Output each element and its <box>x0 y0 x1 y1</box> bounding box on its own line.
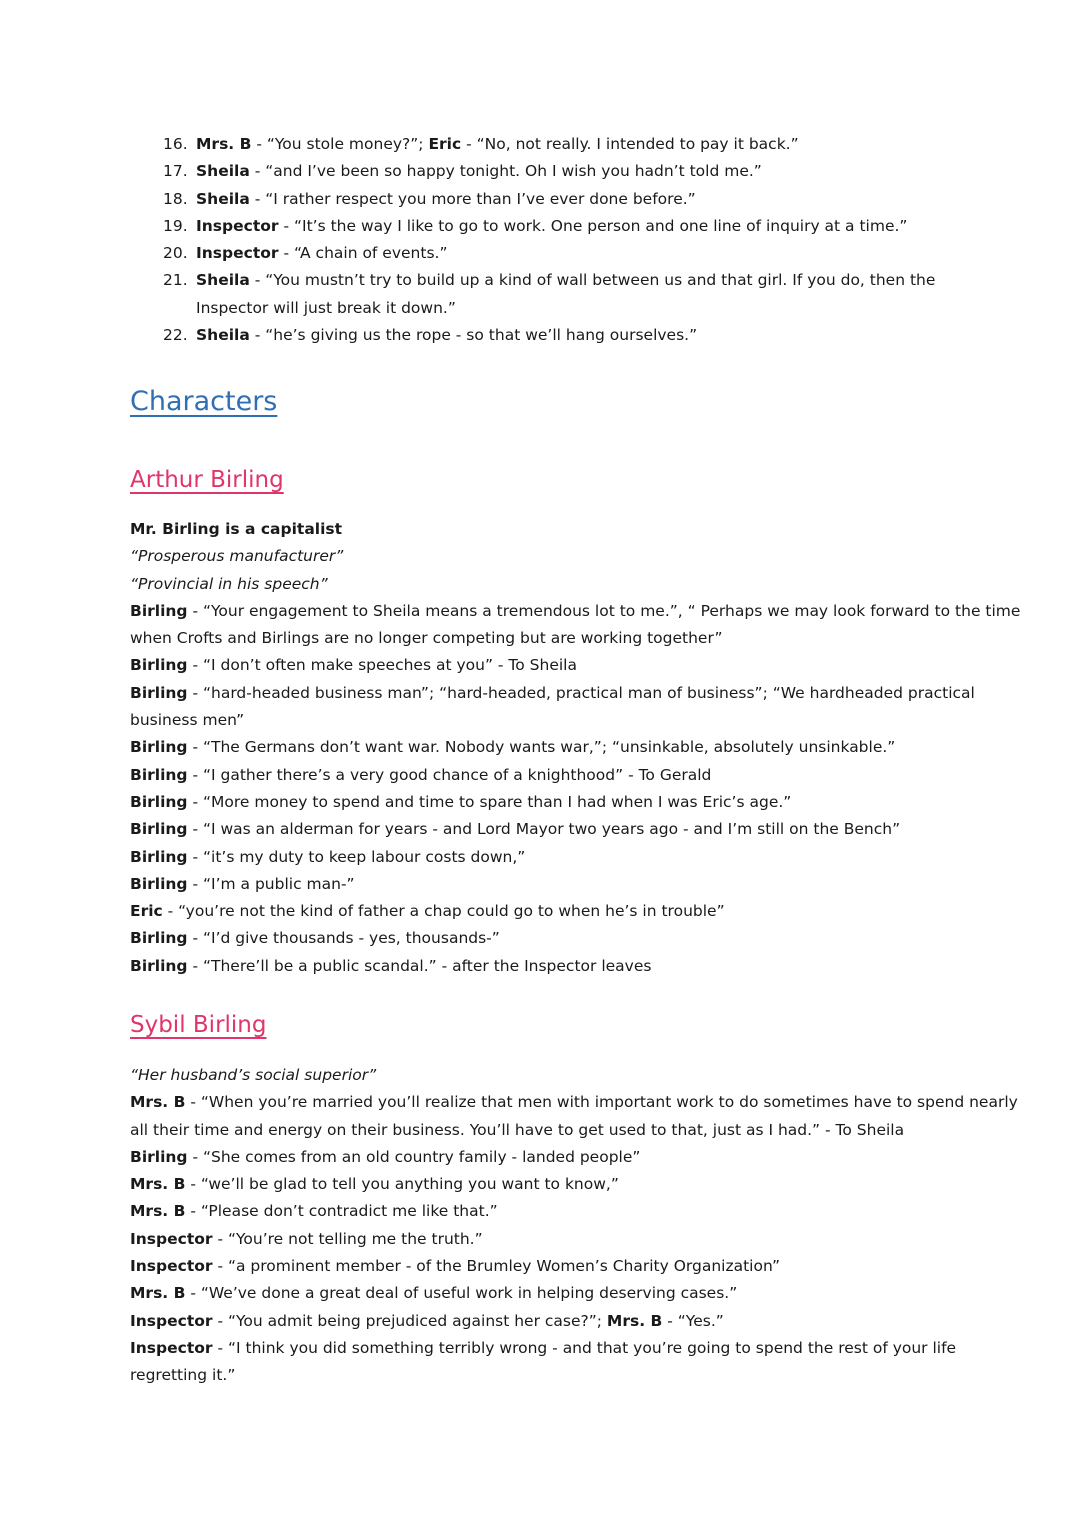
quote-text: - “You stole money?”; <box>251 135 429 153</box>
speaker-name: Mrs. B <box>130 1175 186 1194</box>
character-quote-line <box>130 871 960 898</box>
speaker-name: Inspector <box>130 1311 213 1330</box>
character-quote-line <box>130 762 960 789</box>
character-quote-line <box>130 1280 960 1307</box>
stage-description: “Provincial in his speech” <box>130 574 328 593</box>
characters-heading: Characters <box>130 386 278 417</box>
character-quote-line <box>130 734 960 761</box>
speaker-name: Birling <box>130 765 188 784</box>
quote-text: - “it’s my duty to keep labour costs down,” <box>187 847 526 866</box>
speaker-name: Eric <box>428 135 462 153</box>
speaker-name: Mrs. B <box>196 135 252 153</box>
character-quote-line <box>130 844 960 871</box>
character-quote-line <box>130 1144 960 1171</box>
stage-description: “Her husband’s social superior” <box>130 1066 377 1084</box>
speaker-name: Birling <box>130 874 188 893</box>
speaker-name: Mrs. B <box>606 1311 663 1330</box>
character-quote-line <box>130 1253 960 1280</box>
character-quote-line <box>130 543 960 570</box>
quote-number: 19. <box>163 216 188 235</box>
speaker-name: Sheila <box>196 326 250 345</box>
speaker-name: Inspector <box>196 244 279 263</box>
quote-list <box>163 131 963 349</box>
quote-text: - “She comes from an old country family - landed people” <box>187 1147 641 1166</box>
quote-item <box>163 267 963 322</box>
character-quote-line <box>130 1089 1018 1116</box>
sybil-birling-section <box>130 1062 1018 1390</box>
quote-text: - “Your engagement to Sheila means a tremendous lot to me.”, “ Perhaps we may look forward to the time <box>187 601 1021 620</box>
quote-item <box>163 213 963 240</box>
quote-text: - “I don’t often make speeches at you” - To Sheila <box>187 656 577 675</box>
character-quote-line <box>130 1308 960 1335</box>
quote-item <box>163 186 963 213</box>
speaker-name: Birling <box>130 820 188 839</box>
quote-text: business men” <box>130 711 245 730</box>
arthur-birling-section <box>130 516 1021 980</box>
speaker-name: Eric <box>130 902 163 921</box>
character-quote-line <box>130 789 960 816</box>
quote-text: - “a prominent member - of the Brumley Women’s Charity Organization” <box>212 1257 780 1276</box>
quote-text: - “When you’re married you’ll realize that men with important work to do sometimes have to spend nearly <box>185 1093 1018 1112</box>
character-quote-line <box>130 625 960 652</box>
character-quote-line <box>130 1062 960 1089</box>
character-quote-line <box>130 680 975 707</box>
quote-text: - “No, not really. I intended to pay it back.” <box>461 135 799 153</box>
quote-item <box>163 158 963 185</box>
speaker-name: Mrs. B <box>130 1202 186 1221</box>
quote-text: - “We’ve done a great deal of useful work in helping deserving cases.” <box>185 1284 738 1303</box>
character-quote-line <box>130 571 960 598</box>
quote-text: - “and I’ve been so happy tonight. Oh I wish you hadn’t told me.” <box>249 162 762 181</box>
quote-text: - “A chain of events.” <box>278 244 448 263</box>
quote-number: 21. <box>163 271 188 290</box>
speaker-name: Inspector <box>130 1229 213 1248</box>
sybil-birling-heading: Sybil Birling <box>130 1012 267 1038</box>
quote-number: 22. <box>163 326 188 345</box>
quote-text: - “I rather respect you more than I’ve ever done before.” <box>249 189 696 208</box>
speaker-name: Inspector <box>130 1338 213 1357</box>
character-quote-line <box>130 1335 960 1362</box>
quote-number: 20. <box>163 244 188 263</box>
quote-text: - “I was an alderman for years - and Lord Mayor two years ago - and I’m still on the Bench” <box>187 820 901 839</box>
character-quote-line <box>130 1171 960 1198</box>
stage-description: “Prosperous manufacturer” <box>130 547 344 566</box>
quote-number: 18. <box>163 189 188 208</box>
character-quote-line <box>130 898 960 925</box>
speaker-name: Inspector <box>130 1257 213 1276</box>
speaker-name: Inspector <box>196 216 279 235</box>
speaker-name: Sheila <box>196 189 250 208</box>
speaker-name: Birling <box>130 656 188 675</box>
speaker-name: Birling <box>130 847 188 866</box>
quote-number: 16. <box>163 135 188 153</box>
character-quote-line <box>130 1362 960 1389</box>
quote-text: regretting it.” <box>130 1366 236 1385</box>
character-quote-line <box>130 707 960 734</box>
character-quote-line <box>130 953 960 980</box>
quote-number: 17. <box>163 162 188 181</box>
quote-text: - “I gather there’s a very good chance of a knighthood” - To Gerald <box>187 765 712 784</box>
quote-text: - “More money to spend and time to spare than I had when I was Eric’s age.” <box>187 792 792 811</box>
character-quote-line <box>130 516 960 543</box>
quote-text: all their time and energy on their business. You’ll have to get used to that, just as I had.” - To Sheila <box>130 1120 905 1139</box>
character-quote-line <box>130 1198 960 1225</box>
speaker-name: Birling <box>130 956 188 975</box>
quote-text: when Crofts and Birlings are no longer competing but are working together” <box>130 629 723 648</box>
arthur-birling-heading: Arthur Birling <box>130 467 284 493</box>
quote-text: - “you’re not the kind of father a chap could go to when he’s in trouble” <box>162 902 725 921</box>
quote-text: - “we’ll be glad to tell you anything you want to know,” <box>185 1175 619 1194</box>
speaker-name: Birling <box>130 792 188 811</box>
quote-item <box>163 131 963 158</box>
quote-text: - “It’s the way I like to go to work. One person and one line of inquiry at a time.” <box>278 216 908 235</box>
speaker-name: Birling <box>130 929 188 948</box>
quote-item <box>163 322 963 349</box>
speaker-name: Birling <box>130 1147 188 1166</box>
quote-text: - “You’re not telling me the truth.” <box>212 1229 483 1248</box>
character-quote-line <box>130 652 960 679</box>
speaker-name: Birling <box>130 738 188 757</box>
speaker-name: Sheila <box>196 271 250 290</box>
speaker-name: Birling <box>130 601 188 620</box>
quote-text: - “I think you did something terribly wrong - and that you’re going to spend the rest of your life <box>212 1338 957 1357</box>
quote-text: - “I’m a public man-” <box>187 874 355 893</box>
character-quote-line <box>130 925 960 952</box>
quote-item <box>163 240 963 267</box>
quote-text: - “he’s giving us the rope - so that we’ll hang ourselves.” <box>249 326 698 345</box>
character-quote-line <box>130 816 960 843</box>
quote-text: - “hard-headed business man”; “hard-headed, practical man of business”; “We hardheaded practical <box>187 683 975 702</box>
quote-text: - “You mustn’t try to build up a kind of wall between us and that girl. If you do, then the Inspector will just break it down.” <box>196 271 936 317</box>
quote-text: - “The Germans don’t want war. Nobody wants war,”; “unsinkable, absolutely unsinkable.” <box>187 738 896 757</box>
speaker-name: Sheila <box>196 162 250 181</box>
speaker-name: Mr. Birling is a capitalist <box>130 520 343 538</box>
quote-text: - “I’d give thousands - yes, thousands-” <box>187 929 500 948</box>
character-quote-line <box>130 1226 960 1253</box>
quote-text: - “You admit being prejudiced against her case?”; <box>212 1311 607 1330</box>
character-quote-line <box>130 598 1021 625</box>
speaker-name: Birling <box>130 683 188 702</box>
speaker-name: Mrs. B <box>130 1284 186 1303</box>
quote-text: - “Please don’t contradict me like that.” <box>185 1202 498 1221</box>
quote-text: - “Yes.” <box>662 1311 724 1330</box>
quote-text: - “There’ll be a public scandal.” - after the Inspector leaves <box>187 956 652 975</box>
speaker-name: Mrs. B <box>130 1093 186 1112</box>
character-quote-line <box>130 1117 960 1144</box>
